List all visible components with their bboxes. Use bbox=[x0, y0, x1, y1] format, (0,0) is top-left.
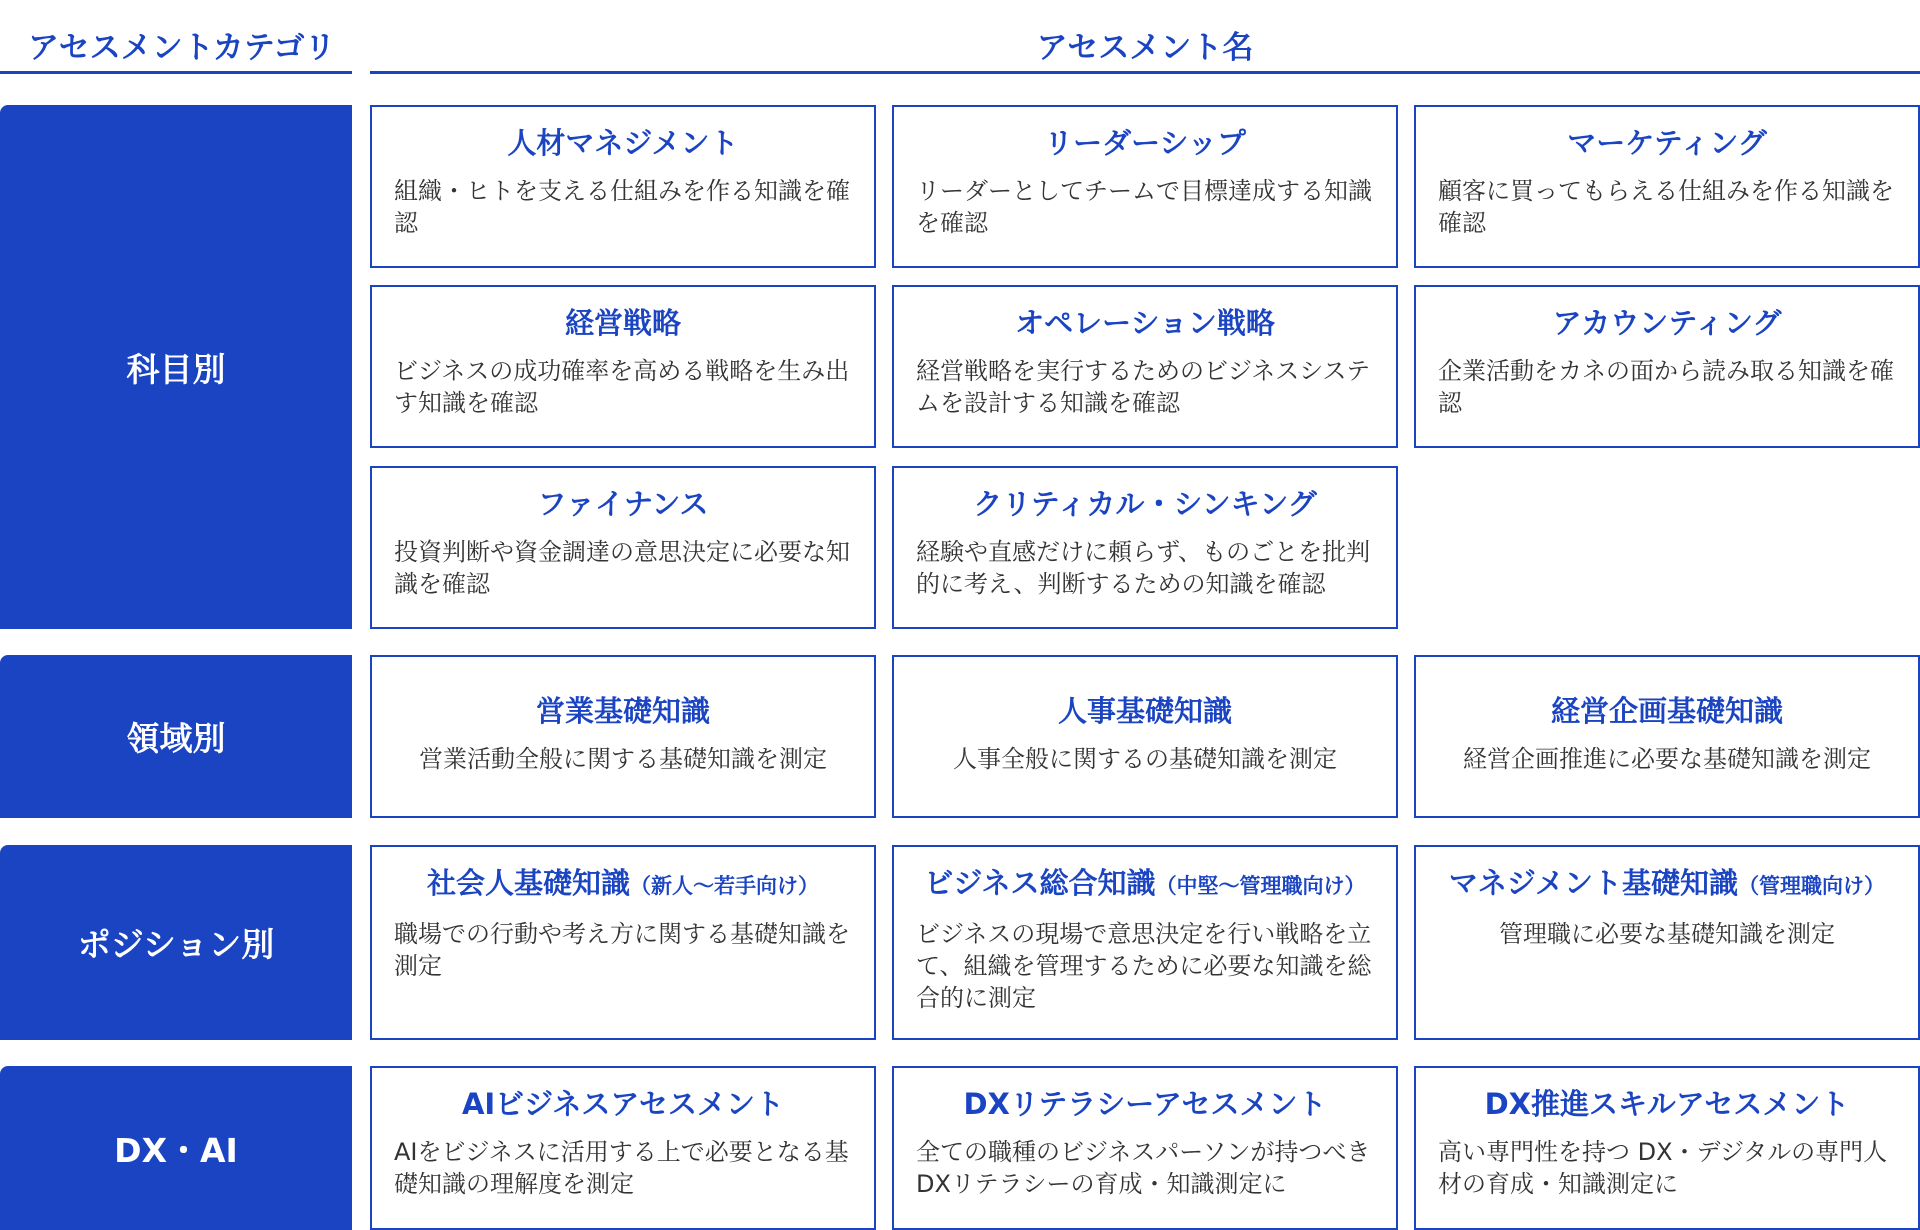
card-description: 職場での行動や考え方に関する基礎知識を測定 bbox=[394, 920, 850, 980]
assessment-card[interactable] bbox=[892, 285, 1398, 448]
card-title: ファイナンス bbox=[537, 487, 709, 521]
assessment-card[interactable] bbox=[370, 845, 876, 1040]
card-title: 経営企画基礎知識 bbox=[1550, 694, 1783, 728]
card-description: 経験や直感だけに頼らず、ものごとを批判的に考え、判断するための知識を確認 bbox=[916, 538, 1371, 598]
category-domain: 領域別 bbox=[0, 655, 352, 818]
card-description: ビジネスの成功確率を高める戦略を生み出す知識を確認 bbox=[394, 357, 850, 417]
assessment-card[interactable] bbox=[1414, 1066, 1920, 1230]
card-title: マネジメント基礎知識（管理職向け） bbox=[1448, 866, 1886, 900]
card-title-target: （中堅〜管理職向け） bbox=[1155, 874, 1366, 898]
card-description: リーダーとしてチームで目標達成する知識を確認 bbox=[916, 177, 1372, 237]
card-description: 経営企画推進に必要な基礎知識を測定 bbox=[1463, 745, 1871, 773]
card-description: 営業活動全般に関する基礎知識を測定 bbox=[419, 745, 827, 773]
card-title: 営業基礎知識 bbox=[535, 694, 710, 728]
assessment-card[interactable] bbox=[1414, 845, 1920, 1040]
assessment-card[interactable] bbox=[1414, 285, 1920, 448]
assessment-card[interactable] bbox=[370, 285, 876, 448]
card-description: 高い専門性を持つ DX・デジタルの専門人材の育成・知識測定に bbox=[1438, 1138, 1888, 1198]
card-title: クリティカル・シンキング bbox=[973, 487, 1317, 521]
card-title: アカウンティング bbox=[1552, 306, 1782, 340]
assessment-card[interactable] bbox=[892, 466, 1398, 629]
card-title: ビジネス総合知識（中堅〜管理職向け） bbox=[924, 866, 1366, 900]
card-description: ビジネスの現場で意思決定を行い戦略を立て、組織を管理するために必要な知識を総合的に測定 bbox=[916, 920, 1372, 1012]
card-title: マーケティング bbox=[1567, 126, 1767, 160]
card-description: 管理職に必要な基礎知識を測定 bbox=[1499, 920, 1835, 948]
card-description: 投資判断や資金調達の意思決定に必要な知識を確認 bbox=[394, 538, 850, 598]
assessment-card[interactable] bbox=[370, 466, 876, 629]
card-description: 経営戦略を実行するためのビジネスシステムを設計する知識を確認 bbox=[916, 357, 1371, 417]
card-description: 顧客に買ってもらえる仕組みを作る知識を確認 bbox=[1438, 177, 1894, 237]
category-dx-ai: DX・AI bbox=[0, 1066, 352, 1230]
card-description: 人事全般に関するの基礎知識を測定 bbox=[953, 745, 1337, 773]
card-title: オペレーション戦略 bbox=[1015, 306, 1275, 340]
card-description: AIをビジネスに活用する上で必要となる基礎知識の理解度を測定 bbox=[394, 1138, 849, 1198]
card-description: 全ての職種のビジネスパーソンが持つべき DXリテラシーの育成・知識測定に bbox=[916, 1138, 1371, 1198]
assessment-card[interactable] bbox=[1414, 105, 1920, 268]
category-position: ポジション別 bbox=[0, 845, 352, 1040]
card-title: 社会人基礎知識（新人〜若手向け） bbox=[426, 866, 819, 900]
assessment-card[interactable] bbox=[370, 655, 876, 818]
category-column-header: アセスメントカテゴリ bbox=[0, 18, 352, 74]
card-description: 企業活動をカネの面から読み取る知識を確認 bbox=[1438, 357, 1894, 417]
assessment-card[interactable] bbox=[892, 1066, 1398, 1230]
card-title: AIビジネスアセスメント bbox=[461, 1087, 785, 1121]
assessment-card[interactable] bbox=[370, 1066, 876, 1230]
card-title: 経営戦略 bbox=[564, 306, 681, 340]
card-title: 人事基礎知識 bbox=[1057, 694, 1232, 728]
card-title: リーダーシップ bbox=[1044, 126, 1246, 160]
assessment-card[interactable] bbox=[892, 105, 1398, 268]
card-title-target: （管理職向け） bbox=[1738, 874, 1886, 898]
category-subject: 科目別 bbox=[0, 105, 352, 629]
card-title: 人材マネジメント bbox=[507, 126, 739, 160]
assessment-card[interactable] bbox=[892, 655, 1398, 818]
assessment-card[interactable] bbox=[370, 105, 876, 268]
assessment-card[interactable] bbox=[892, 845, 1398, 1040]
assessment-name-column-header: アセスメント名 bbox=[370, 18, 1920, 74]
card-title-target: （新人〜若手向け） bbox=[630, 874, 819, 898]
card-title: DX推進スキルアセスメント bbox=[1484, 1087, 1850, 1121]
card-title: DXリテラシーアセスメント bbox=[963, 1087, 1327, 1121]
assessment-card[interactable] bbox=[1414, 655, 1920, 818]
card-description: 組織・ヒトを支える仕組みを作る知識を確認 bbox=[394, 177, 850, 237]
